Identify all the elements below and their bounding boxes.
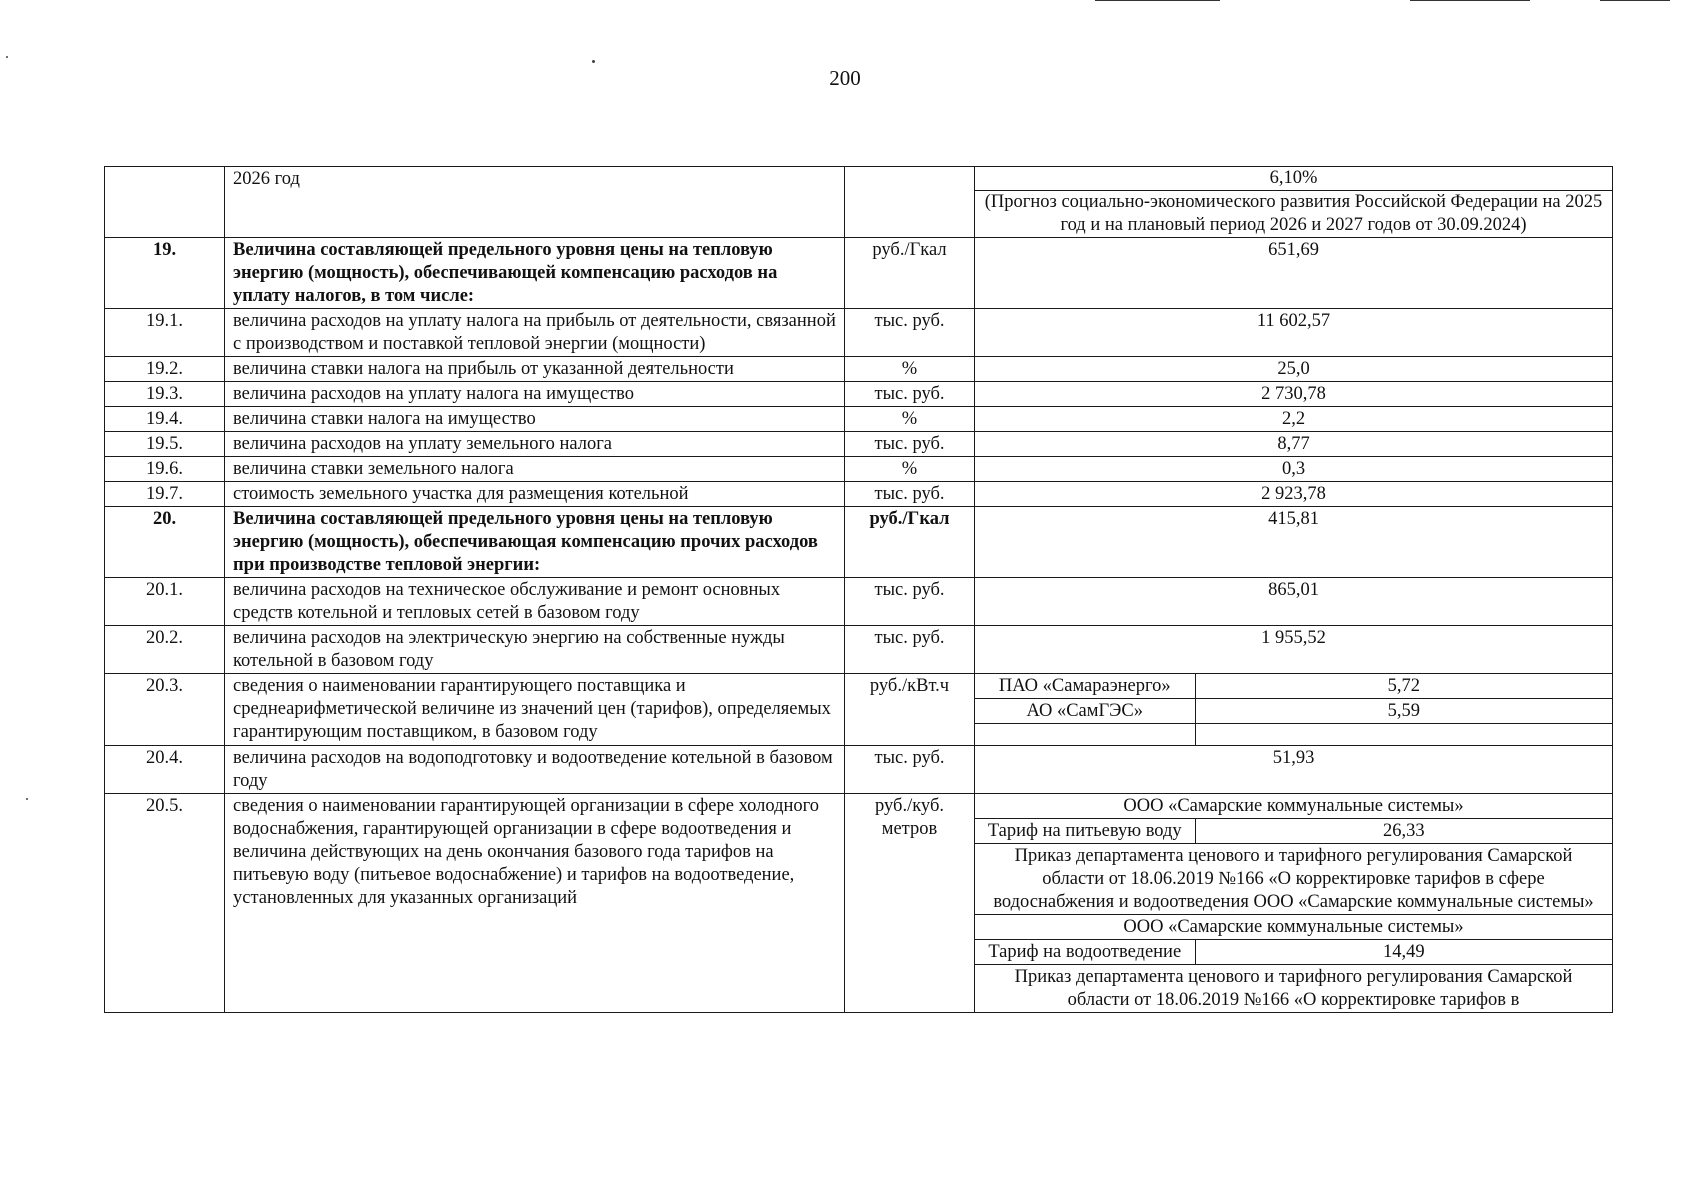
supplier-prices-cell — [975, 674, 1613, 746]
row-value: 6,10% — [975, 167, 1612, 191]
row-number: 19. — [105, 238, 225, 309]
tariff-label: Тариф на питьевую воду — [975, 819, 1195, 844]
row-description: сведения о наименовании гарантирующего поставщика и среднеарифметической величине из значений цен (тарифов), определяемых гарантирующим поставщиком, в базовом году — [225, 674, 845, 746]
row-unit: % — [845, 407, 975, 432]
row-description: величина расходов на водоподготовку и водоотведение котельной в базовом году — [225, 746, 845, 794]
row-unit: руб./куб. метров — [845, 794, 975, 1013]
row-value: 415,81 — [975, 507, 1613, 578]
row-value: 2 923,78 — [975, 482, 1613, 507]
row-number: 20.1. — [105, 578, 225, 626]
tariff-value: 26,33 — [1195, 819, 1612, 844]
row-number: 19.2. — [105, 357, 225, 382]
scan-artifact-line — [1600, 0, 1670, 1]
row-description: величина расходов на уплату земельного налога — [225, 432, 845, 457]
row-value: 865,01 — [975, 578, 1613, 626]
row-number: 20.3. — [105, 674, 225, 746]
row-description: стоимость земельного участка для размещения котельной — [225, 482, 845, 507]
tariff-row — [975, 940, 1612, 965]
table-row — [105, 746, 1613, 794]
supplier-price: 5,72 — [1195, 674, 1612, 699]
row-number: 20. — [105, 507, 225, 578]
row-number: 20.5. — [105, 794, 225, 1013]
row-number: 19.4. — [105, 407, 225, 432]
order-reference: Приказ департамента ценового и тарифного регулирования Самарской области от 18.06.2019 №166 «О корректировке тарифов в сфере водоснабжения и водоотведения ООО «Самарские коммунальные системы» — [975, 844, 1612, 915]
water-tariffs-cell — [975, 794, 1613, 1013]
table-row — [105, 578, 1613, 626]
tariff-row — [975, 819, 1612, 844]
organization-row — [975, 794, 1612, 819]
row-value: 11 602,57 — [975, 309, 1613, 357]
organization-name: ООО «Самарские коммунальные системы» — [975, 794, 1612, 819]
table-row — [105, 674, 1613, 746]
row-unit: тыс. руб. — [845, 626, 975, 674]
table-row — [105, 457, 1613, 482]
row-number: 19.1. — [105, 309, 225, 357]
tariff-label: Тариф на водоотведение — [975, 940, 1195, 965]
row-number: 20.2. — [105, 626, 225, 674]
row-description: 2026 год — [225, 167, 845, 238]
order-reference: Приказ департамента ценового и тарифного регулирования Самарской области от 18.06.2019 №166 «О корректировке тарифов в — [975, 965, 1612, 1013]
supplier-name: ПАО «Самараэнерго» — [975, 674, 1195, 699]
empty-cell — [1195, 724, 1612, 746]
row-unit: тыс. руб. — [845, 309, 975, 357]
row-unit: руб./Гкал — [845, 238, 975, 309]
scan-speck — [592, 60, 595, 63]
table-row — [105, 626, 1613, 674]
row-value: 51,93 — [975, 746, 1613, 794]
row-unit: руб./Гкал — [845, 507, 975, 578]
table-row — [105, 407, 1613, 432]
row-unit: руб./кВт.ч — [845, 674, 975, 746]
row-value: 0,3 — [975, 457, 1613, 482]
row-unit: % — [845, 457, 975, 482]
row-description: величина ставки налога на прибыль от указанной деятельности — [225, 357, 845, 382]
tariff-data-table — [104, 166, 1613, 1013]
table-row — [105, 167, 1613, 238]
supplier-row — [975, 674, 1612, 699]
row-value: 1 955,52 — [975, 626, 1613, 674]
row-unit — [845, 167, 975, 238]
row-unit: тыс. руб. — [845, 432, 975, 457]
row-unit: тыс. руб. — [845, 578, 975, 626]
supplier-row-empty — [975, 724, 1612, 746]
row-unit: тыс. руб. — [845, 746, 975, 794]
row-description: Величина составляющей предельного уровня цены на тепловую энергию (мощность), обеспечивающей компенсацию расходов на уплату налогов, в том числе: — [225, 238, 845, 309]
supplier-name: АО «СамГЭС» — [975, 699, 1195, 724]
row-number: 19.5. — [105, 432, 225, 457]
scan-artifact-line — [1095, 0, 1220, 1]
row-value: 651,69 — [975, 238, 1613, 309]
row-description: величина расходов на электрическую энергию на собственные нужды котельной в базовом году — [225, 626, 845, 674]
row-description: величина расходов на техническое обслуживание и ремонт основных средств котельной и тепловых сетей в базовом году — [225, 578, 845, 626]
row-number: 19.3. — [105, 382, 225, 407]
row-unit: % — [845, 357, 975, 382]
row-number: 19.7. — [105, 482, 225, 507]
scan-speck — [26, 798, 28, 800]
tariff-value: 14,49 — [1195, 940, 1612, 965]
row-value: 8,77 — [975, 432, 1613, 457]
row-value: 2,2 — [975, 407, 1613, 432]
order-row — [975, 965, 1612, 1013]
supplier-row — [975, 699, 1612, 724]
organization-row — [975, 915, 1612, 940]
row-description: величина ставки земельного налога — [225, 457, 845, 482]
row-value: 2 730,78 — [975, 382, 1613, 407]
table-row — [105, 482, 1613, 507]
scan-artifact-line — [1410, 0, 1530, 1]
row-description: Величина составляющей предельного уровня цены на тепловую энергию (мощность), обеспечивающая компенсацию прочих расходов при производстве тепловой энергии: — [225, 507, 845, 578]
row-value: 25,0 — [975, 357, 1613, 382]
row-description: сведения о наименовании гарантирующей организации в сфере холодного водоснабжения, гарантирующей организации в сфере водоотведения и величина действующих на день окончания базового года тарифов на питьевую воду (питьевое водоснабжение) и тарифов на водоотведение, установленных для указанных организаций — [225, 794, 845, 1013]
row-unit: тыс. руб. — [845, 382, 975, 407]
page-number: 200 — [829, 66, 861, 90]
row-unit: тыс. руб. — [845, 482, 975, 507]
organization-name: ООО «Самарские коммунальные системы» — [975, 915, 1612, 940]
row-description: величина расходов на уплату налога на прибыль от деятельности, связанной с производством и поставкой тепловой энергии (мощности) — [225, 309, 845, 357]
row-number — [105, 167, 225, 238]
table-row — [105, 357, 1613, 382]
table-row — [105, 309, 1613, 357]
table-row — [105, 507, 1613, 578]
row-number: 20.4. — [105, 746, 225, 794]
table-row — [105, 432, 1613, 457]
row-description: величина ставки налога на имущество — [225, 407, 845, 432]
empty-cell — [975, 724, 1195, 746]
scan-speck — [6, 56, 8, 58]
supplier-prices-table — [975, 674, 1612, 745]
row-number: 19.6. — [105, 457, 225, 482]
table-row — [105, 238, 1613, 309]
table-row — [105, 382, 1613, 407]
supplier-price: 5,59 — [1195, 699, 1612, 724]
row-description: величина расходов на уплату налога на имущество — [225, 382, 845, 407]
water-tariffs-table — [975, 794, 1612, 1012]
forecast-note: (Прогноз социально-экономического развития Российской Федерации на 2025 год и на плановый период 2026 и 2027 годов от 30.09.2024) — [984, 192, 1603, 235]
row-value-cell — [975, 167, 1613, 238]
order-row — [975, 844, 1612, 915]
table-row — [105, 794, 1613, 1013]
